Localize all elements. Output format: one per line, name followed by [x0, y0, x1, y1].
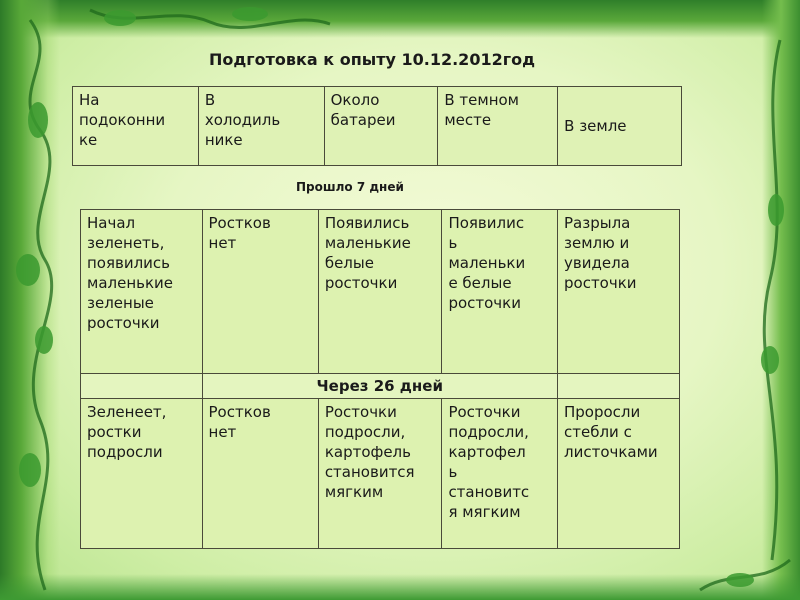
table-cell: [81, 374, 203, 399]
page-title: Подготовка к опыту 10.12.2012год: [209, 50, 535, 69]
table-row: [81, 399, 680, 549]
elapsed-26-days-label: Через 26 дней: [202, 374, 557, 399]
table-cell: Ростков нет: [202, 399, 318, 549]
table-cell: Начал зеленеть, появились маленькие зеленые росточки: [81, 210, 203, 374]
table-cell: Росточки подросли, картофель становится мягким: [318, 399, 442, 549]
table-cell: Появились маленькие белые росточки: [318, 210, 442, 374]
table-cell: Росточки подросли, картофел ь становитс я мягким: [442, 399, 558, 549]
table-cell: Появилис ь маленьки е белые росточки: [442, 210, 558, 374]
elapsed-7-days-label: Прошло 7 дней: [296, 180, 404, 194]
header-table: [72, 86, 682, 166]
table-cell: [558, 374, 680, 399]
observation-table: [80, 209, 680, 549]
table-row-divider: [81, 374, 680, 399]
table-cell: Зеленеет, ростки подросли: [81, 399, 203, 549]
table-cell: Ростков нет: [202, 210, 318, 374]
table-cell: Проросли стебли с листочками: [558, 399, 680, 549]
table-row: [81, 210, 680, 374]
table-cell: Разрыла землю и увидела росточки: [558, 210, 680, 374]
table-row: [73, 87, 682, 166]
header-cell: На подоконни ке: [73, 87, 199, 166]
header-cell: В холодиль нике: [198, 87, 324, 166]
header-cell: В темном месте: [438, 87, 558, 166]
header-cell: Около батареи: [324, 87, 438, 166]
header-cell: В земле: [558, 87, 682, 166]
